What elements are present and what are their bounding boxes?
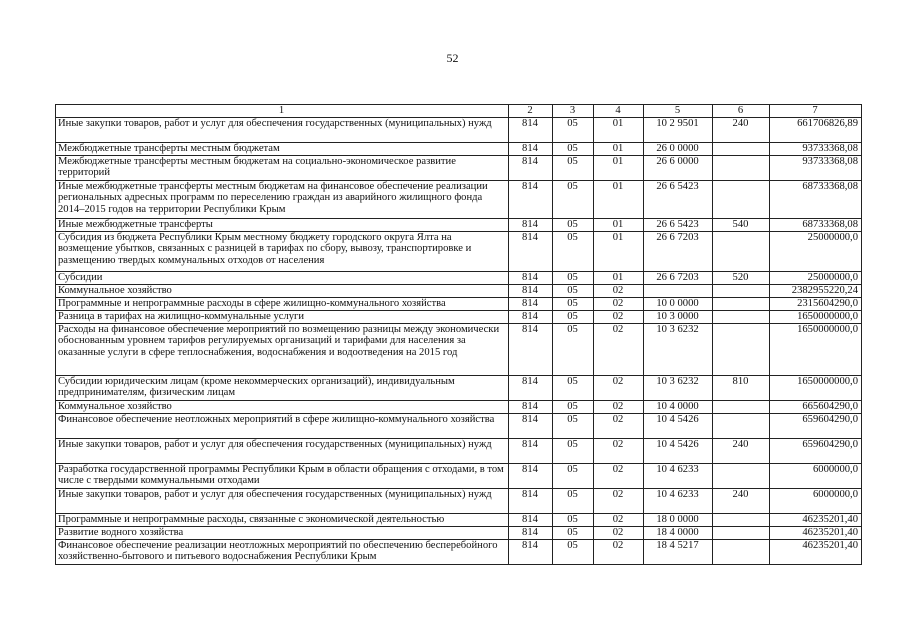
row-code-4: 02: [594, 513, 644, 526]
row-code-3: 05: [553, 284, 594, 297]
row-code-6: [713, 142, 770, 155]
row-code-2: 814: [509, 413, 553, 438]
row-code-5: 10 4 6233: [644, 463, 713, 488]
row-amount: 25000000,0: [770, 231, 862, 271]
table-row: [56, 438, 862, 463]
row-description: Коммунальное хозяйство: [56, 400, 509, 413]
table-row: [56, 539, 862, 564]
row-code-4: 02: [594, 297, 644, 310]
row-code-4: 02: [594, 438, 644, 463]
table-row: [56, 297, 862, 310]
row-code-2: 814: [509, 271, 553, 284]
row-description: Финансовое обеспечение реализации неотложных мероприятий по обеспечению бесперебойного хозяйственно-бытового и питьевого водоснабжения Республики Крым: [56, 539, 509, 564]
row-code-3: 05: [553, 117, 594, 142]
table-row: [56, 231, 862, 271]
row-code-5: 10 4 6233: [644, 488, 713, 513]
row-code-3: 05: [553, 375, 594, 400]
row-code-2: 814: [509, 117, 553, 142]
row-description: Программные и непрограммные расходы, связанные с экономической деятельностью: [56, 513, 509, 526]
column-header: 6: [713, 105, 770, 118]
row-amount: 46235201,40: [770, 539, 862, 564]
row-code-2: 814: [509, 231, 553, 271]
row-code-3: 05: [553, 526, 594, 539]
table-row: [56, 310, 862, 323]
row-code-3: 05: [553, 142, 594, 155]
row-amount: 68733368,08: [770, 218, 862, 231]
row-code-4: 01: [594, 231, 644, 271]
row-amount: 93733368,08: [770, 155, 862, 180]
row-code-6: [713, 284, 770, 297]
row-amount: 25000000,0: [770, 271, 862, 284]
row-code-4: 02: [594, 284, 644, 297]
row-code-3: 05: [553, 488, 594, 513]
row-code-5: 10 4 5426: [644, 413, 713, 438]
row-amount: 6000000,0: [770, 463, 862, 488]
table-row: [56, 375, 862, 400]
row-description: Субсидия из бюджета Республики Крым местному бюджету городского округа Ялта на возмещение убытков, связанных с разницей в тарифах по сбору, вывозу, транспортировке и размещению твердых коммунальных отходов от населения: [56, 231, 509, 271]
row-code-5: 26 6 7203: [644, 271, 713, 284]
row-code-2: 814: [509, 539, 553, 564]
row-code-5: 26 6 0000: [644, 155, 713, 180]
column-header: 1: [56, 105, 509, 118]
row-code-3: 05: [553, 438, 594, 463]
row-amount: 1650000000,0: [770, 323, 862, 375]
table-row: [56, 142, 862, 155]
row-code-6: [713, 310, 770, 323]
table-row: [56, 526, 862, 539]
row-code-5: 10 4 5426: [644, 438, 713, 463]
row-code-4: 01: [594, 218, 644, 231]
row-code-2: 814: [509, 400, 553, 413]
row-description: Разработка государственной программы Республики Крым в области обращения с отходами, в том числе с твердыми коммунальными отходами: [56, 463, 509, 488]
row-code-2: 814: [509, 284, 553, 297]
row-code-2: 814: [509, 310, 553, 323]
row-code-5: 26 0 0000: [644, 142, 713, 155]
table-row: [56, 284, 862, 297]
row-code-4: 01: [594, 155, 644, 180]
row-code-6: 240: [713, 488, 770, 513]
table-header-row: [56, 105, 862, 118]
table-row: [56, 218, 862, 231]
row-code-5: 26 6 5423: [644, 180, 713, 218]
table-row: [56, 323, 862, 375]
row-code-6: [713, 297, 770, 310]
table-row: [56, 155, 862, 180]
row-amount: 1650000000,0: [770, 310, 862, 323]
table-row: [56, 180, 862, 218]
row-code-6: [713, 400, 770, 413]
row-description: Иные закупки товаров, работ и услуг для обеспечения государственных (муниципальных) нужд: [56, 488, 509, 513]
row-code-5: 18 4 5217: [644, 539, 713, 564]
row-code-5: 10 3 0000: [644, 310, 713, 323]
row-code-6: [713, 526, 770, 539]
row-code-3: 05: [553, 310, 594, 323]
row-code-3: 05: [553, 155, 594, 180]
row-code-4: 01: [594, 180, 644, 218]
row-code-3: 05: [553, 463, 594, 488]
row-description: Межбюджетные трансферты местным бюджетам: [56, 142, 509, 155]
row-amount: 2382955220,24: [770, 284, 862, 297]
column-header: 4: [594, 105, 644, 118]
row-amount: 659604290,0: [770, 413, 862, 438]
table-row: [56, 400, 862, 413]
row-amount: 661706826,89: [770, 117, 862, 142]
row-code-2: 814: [509, 463, 553, 488]
row-amount: 665604290,0: [770, 400, 862, 413]
row-code-5: 26 6 5423: [644, 218, 713, 231]
row-code-6: [713, 413, 770, 438]
row-code-2: 814: [509, 297, 553, 310]
row-code-6: [713, 513, 770, 526]
row-code-2: 814: [509, 180, 553, 218]
table-body: [56, 105, 862, 565]
row-description: Субсидии юридическим лицам (кроме некоммерческих организаций), индивидуальным предпринимателям, физическим лицам: [56, 375, 509, 400]
table-row: [56, 413, 862, 438]
row-code-3: 05: [553, 539, 594, 564]
row-code-6: 240: [713, 438, 770, 463]
row-description: Расходы на финансовое обеспечение мероприятий по возмещению разницы между экономически обоснованным уровнем тарифов регулируемых организаций и тарифами для населения за оказанные услуги в сфере теплоснабжения, водоснабжения и водоотведения на 2015 год: [56, 323, 509, 375]
row-code-2: 814: [509, 526, 553, 539]
row-code-6: 240: [713, 117, 770, 142]
row-amount: 6000000,0: [770, 488, 862, 513]
row-code-2: 814: [509, 488, 553, 513]
page-number: 52: [446, 51, 459, 65]
table-row: [56, 463, 862, 488]
row-code-2: 814: [509, 438, 553, 463]
row-code-5: 10 3 6232: [644, 323, 713, 375]
row-code-6: [713, 539, 770, 564]
row-code-4: 02: [594, 413, 644, 438]
budget-table: [55, 104, 862, 565]
row-code-5: 10 2 9501: [644, 117, 713, 142]
row-code-2: 814: [509, 155, 553, 180]
row-description: Разница в тарифах на жилищно-коммунальные услуги: [56, 310, 509, 323]
row-code-4: 02: [594, 526, 644, 539]
row-code-6: 520: [713, 271, 770, 284]
row-code-2: 814: [509, 375, 553, 400]
row-description: Коммунальное хозяйство: [56, 284, 509, 297]
row-code-3: 05: [553, 271, 594, 284]
row-code-3: 05: [553, 413, 594, 438]
row-code-4: 02: [594, 539, 644, 564]
row-code-2: 814: [509, 218, 553, 231]
column-header: 5: [644, 105, 713, 118]
row-code-6: [713, 180, 770, 218]
row-code-6: [713, 231, 770, 271]
row-code-4: 02: [594, 400, 644, 413]
row-code-5: 26 6 7203: [644, 231, 713, 271]
row-description: Межбюджетные трансферты местным бюджетам на социально-экономическое развитие территорий: [56, 155, 509, 180]
row-code-5: [644, 284, 713, 297]
row-code-3: 05: [553, 323, 594, 375]
table-row: [56, 271, 862, 284]
row-code-4: 02: [594, 488, 644, 513]
row-code-4: 01: [594, 142, 644, 155]
row-code-6: [713, 463, 770, 488]
row-amount: 659604290,0: [770, 438, 862, 463]
row-code-4: 01: [594, 117, 644, 142]
row-amount: 93733368,08: [770, 142, 862, 155]
column-header: 2: [509, 105, 553, 118]
row-code-3: 05: [553, 231, 594, 271]
row-code-6: 540: [713, 218, 770, 231]
row-amount: 46235201,40: [770, 526, 862, 539]
table-row: [56, 117, 862, 142]
row-code-4: 02: [594, 323, 644, 375]
row-code-4: 01: [594, 271, 644, 284]
row-description: Программные и непрограммные расходы в сфере жилищно-коммунального хозяйства: [56, 297, 509, 310]
row-amount: 46235201,40: [770, 513, 862, 526]
row-description: Иные закупки товаров, работ и услуг для обеспечения государственных (муниципальных) нужд: [56, 438, 509, 463]
row-code-5: 10 0 0000: [644, 297, 713, 310]
row-code-2: 814: [509, 513, 553, 526]
table-row: [56, 488, 862, 513]
row-code-3: 05: [553, 400, 594, 413]
row-code-2: 814: [509, 323, 553, 375]
row-code-4: 02: [594, 310, 644, 323]
row-description: Иные закупки товаров, работ и услуг для обеспечения государственных (муниципальных) нужд: [56, 117, 509, 142]
row-amount: 2315604290,0: [770, 297, 862, 310]
column-header: 3: [553, 105, 594, 118]
row-code-4: 02: [594, 375, 644, 400]
column-header: 7: [770, 105, 862, 118]
row-code-6: [713, 323, 770, 375]
row-code-3: 05: [553, 297, 594, 310]
row-description: Финансовое обеспечение неотложных мероприятий в сфере жилищно-коммунального хозяйства: [56, 413, 509, 438]
row-code-3: 05: [553, 218, 594, 231]
row-description: Иные межбюджетные трансферты местным бюджетам на финансовое обеспечение реализации региональных адресных программ по переселению граждан из аварийного жилищного фонда 2014–2015 годов на территории Республики Крым: [56, 180, 509, 218]
row-code-4: 02: [594, 463, 644, 488]
row-amount: 68733368,08: [770, 180, 862, 218]
row-amount: 1650000000,0: [770, 375, 862, 400]
row-description: Субсидии: [56, 271, 509, 284]
row-description: Иные межбюджетные трансферты: [56, 218, 509, 231]
row-code-5: 10 4 0000: [644, 400, 713, 413]
row-code-5: 10 3 6232: [644, 375, 713, 400]
row-description: Развитие водного хозяйства: [56, 526, 509, 539]
row-code-5: 18 4 0000: [644, 526, 713, 539]
row-code-5: 18 0 0000: [644, 513, 713, 526]
row-code-6: [713, 155, 770, 180]
table-row: [56, 513, 862, 526]
row-code-2: 814: [509, 142, 553, 155]
row-code-3: 05: [553, 513, 594, 526]
row-code-6: 810: [713, 375, 770, 400]
row-code-3: 05: [553, 180, 594, 218]
